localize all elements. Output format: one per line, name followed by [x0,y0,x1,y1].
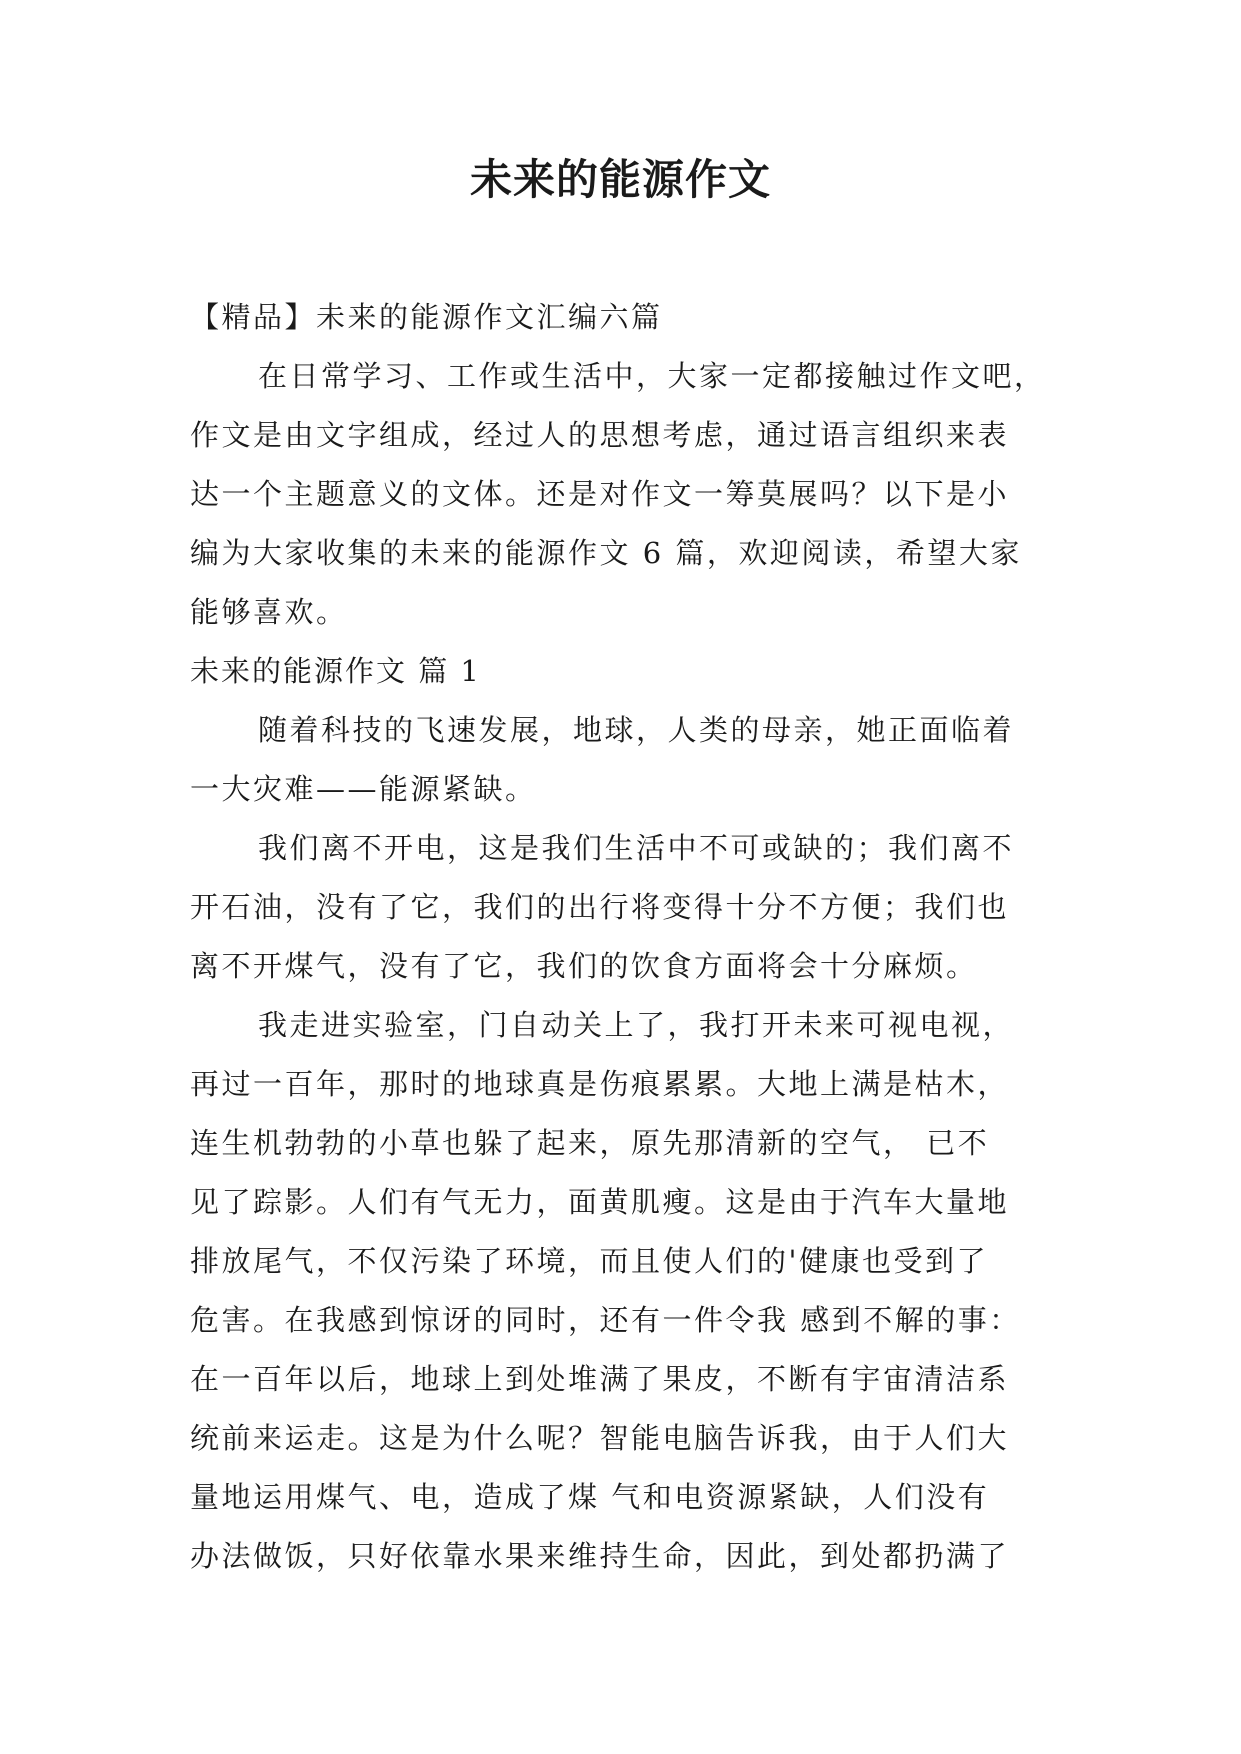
paragraph-line: 能够喜欢。 [190,595,348,629]
paragraph-line: 达一个主题意义的文体。还是对作文一筹莫展吗？以下是小 [190,477,1010,511]
paragraph-line: 离不开煤气，没有了它，我们的饮食方面将会十分麻烦。 [190,949,978,983]
paragraph-line: 在一百年以后，地球上到处堆满了果皮，不断有宇宙清洁系 [190,1362,1010,1396]
paragraph-line: 我走进实验室，门自动关上了，我打开未来可视电视， [258,1008,1015,1042]
paragraph-line: 开石油，没有了它，我们的出行将变得十分不方便；我们也 [190,890,1010,924]
paragraph-line: 办法做饭，只好依靠水果来维持生命，因此，到处都扔满了 [190,1539,1010,1573]
paragraph-line: 我们离不开电，这是我们生活中不可或缺的；我们离不 [258,831,1015,865]
paragraph-line: 再过一百年，那时的地球真是伤痕累累。大地上满是枯木， [190,1067,1010,1101]
paragraph-line: 见了踪影。人们有气无力，面黄肌瘦。这是由于汽车大量地 [190,1185,1010,1219]
paragraph-line: 在日常学习、工作或生活中，大家一定都接触过作文吧， [258,359,1046,393]
document-subtitle: 【精品】未来的能源作文汇编六篇 [190,300,663,334]
paragraph-line: 排放尾气，不仅污染了环境，而且使人们的'健康也受到了 [190,1244,988,1278]
paragraph-line: 编为大家收集的未来的能源作文 6 篇，欢迎阅读，希望大家 [190,536,1022,570]
section-heading: 未来的能源作文 篇 1 [190,654,481,688]
paragraph-line: 随着科技的飞速发展，地球，人类的母亲，她正面临着 [258,713,1015,747]
paragraph-line: 危害。在我感到惊讶的同时，还有一件令我 感到不解的事： [190,1303,1021,1337]
paragraph-line: 连生机勃勃的小草也躲了起来，原先那清新的空气， 已不 [190,1126,990,1160]
paragraph-line: 统前来运走。这是为什么呢？智能电脑告诉我，由于人们大 [190,1421,1010,1455]
document-body [190,288,1050,1586]
paragraph-line: 作文是由文字组成，经过人的思想考虑，通过语言组织来表 [190,418,1010,452]
paragraph-line: 量地运用煤气、电，造成了煤 气和电资源紧缺，人们没有 [190,1480,990,1514]
document-title: 未来的能源作文 [469,155,771,204]
paragraph-line: 一大灾难——能源紧缺。 [190,772,537,806]
